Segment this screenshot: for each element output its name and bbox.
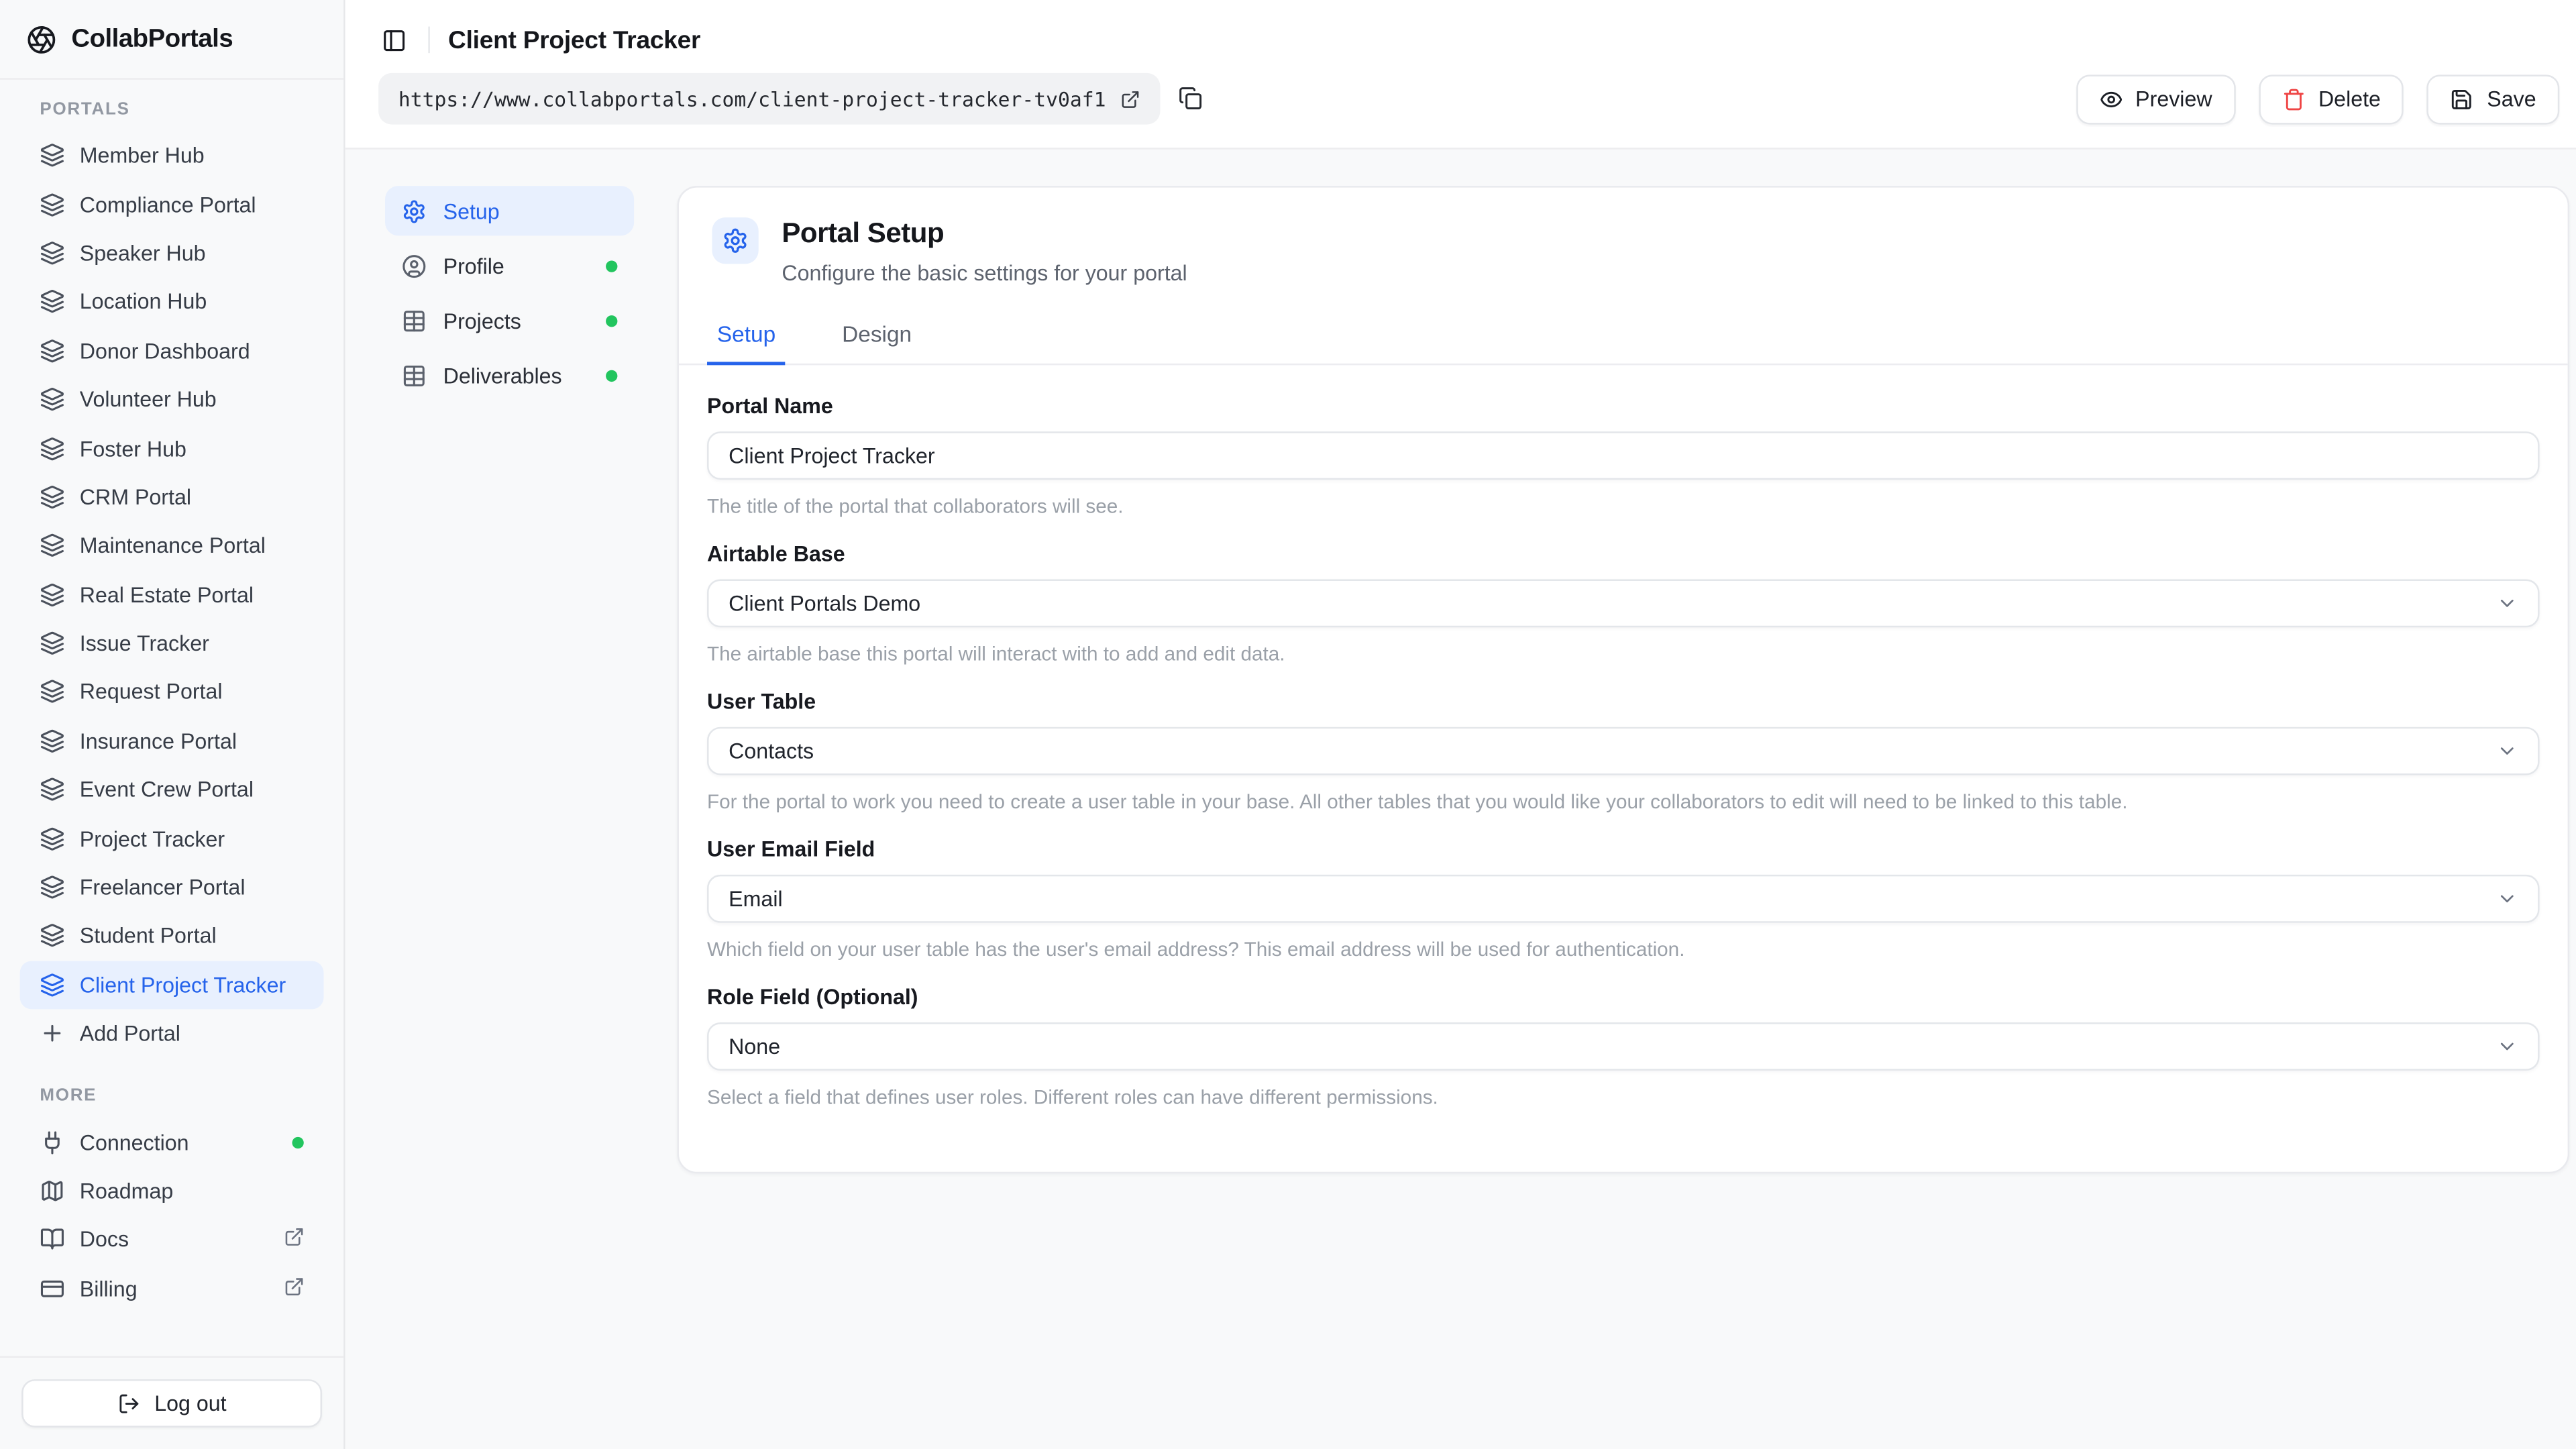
sidebar-item-portal[interactable] <box>20 326 324 375</box>
role-field-select[interactable] <box>707 1022 2540 1071</box>
form-field <box>707 393 2540 518</box>
tab-setup[interactable]: Setup <box>707 322 786 365</box>
sidebar-item-portal[interactable] <box>20 667 324 716</box>
deliverables-status-dot <box>606 370 617 381</box>
form-field <box>707 984 2540 1109</box>
copy-icon <box>1179 87 1203 111</box>
sidebar-item-portal[interactable] <box>20 375 324 424</box>
profile-status-dot <box>606 260 617 271</box>
portal-url: https://www.collabportals.com/client-project-tracker-tv0af1 <box>398 87 1106 111</box>
field-value: None <box>729 1034 781 1059</box>
portal-label: Compliance Portal <box>79 191 256 217</box>
portal-setup-card <box>677 186 2569 1173</box>
layers-icon <box>40 143 64 168</box>
logout-button[interactable] <box>21 1379 322 1428</box>
portals-section-label: PORTALS <box>40 99 130 120</box>
portal-label: Real Estate Portal <box>79 582 254 607</box>
nav-item-profile[interactable] <box>385 241 634 290</box>
layers-icon <box>40 192 64 217</box>
portal-label: Insurance Portal <box>79 728 237 753</box>
delete-label: Delete <box>2318 86 2381 111</box>
topbar <box>345 0 2576 150</box>
portal-label: Student Portal <box>79 923 217 949</box>
map-icon <box>40 1179 64 1203</box>
gear-icon <box>722 227 749 254</box>
gear-icon <box>402 199 427 223</box>
external-link-icon[interactable] <box>1121 89 1141 109</box>
portal-name-input[interactable] <box>707 431 2540 480</box>
panel-left-icon <box>382 28 407 52</box>
portal-label: Foster Hub <box>79 435 186 461</box>
tab-design[interactable]: Design <box>842 322 912 347</box>
plus-icon <box>40 1021 64 1046</box>
connection-status-dot <box>292 1136 303 1148</box>
sidebar-item-portal[interactable] <box>20 424 324 473</box>
app-logo <box>0 0 343 80</box>
table-icon <box>402 363 427 388</box>
portal-label: Member Hub <box>79 143 205 168</box>
portal-label: Event Crew Portal <box>79 777 254 802</box>
nav-projects-label: Projects <box>443 307 521 333</box>
sidebar-item-portal[interactable] <box>20 521 324 570</box>
more-section-label: MORE <box>40 1086 97 1106</box>
layers-icon <box>40 729 64 753</box>
portal-section-nav <box>385 186 634 400</box>
save-label: Save <box>2487 86 2536 111</box>
portal-label: Location Hub <box>79 289 207 315</box>
portal-list <box>0 131 343 1009</box>
sidebar-item-portal[interactable] <box>20 912 324 961</box>
page-title: Client Project Tracker <box>448 25 701 54</box>
chevron-down-icon <box>2496 741 2518 762</box>
sidebar-toggle-button[interactable] <box>378 24 410 56</box>
projects-status-dot <box>606 315 617 326</box>
sidebar-item-portal[interactable] <box>20 814 324 863</box>
sidebar-item-connection[interactable] <box>20 1118 324 1167</box>
portal-label: Project Tracker <box>79 826 225 851</box>
sidebar-footer <box>0 1356 343 1449</box>
external-link-icon <box>283 1276 304 1297</box>
layers-icon <box>40 582 64 607</box>
sidebar-item-portal[interactable] <box>20 716 324 765</box>
user-email-field-select[interactable] <box>707 875 2540 923</box>
sidebar-item-portal[interactable] <box>20 472 324 521</box>
sidebar-item-billing[interactable] <box>20 1264 324 1313</box>
card-subtitle: Configure the basic settings for your portal <box>782 260 1187 286</box>
layers-icon <box>40 289 64 314</box>
roadmap-label: Roadmap <box>79 1178 174 1203</box>
portal-setup-icon-tile <box>712 217 758 264</box>
layers-icon <box>40 484 64 509</box>
portal-label: Speaker Hub <box>79 240 206 266</box>
save-icon <box>2451 87 2474 111</box>
form-field <box>707 837 2540 961</box>
layers-icon <box>40 875 64 900</box>
preview-label: Preview <box>2135 86 2212 111</box>
sidebar-item-portal[interactable] <box>20 131 324 180</box>
setup-design-tabs <box>679 322 2568 365</box>
setup-form <box>679 365 2568 1171</box>
eye-icon <box>2099 87 2123 111</box>
portal-label: Client Project Tracker <box>79 972 286 998</box>
aperture-icon <box>27 24 57 54</box>
delete-button[interactable] <box>2259 74 2404 123</box>
logout-label: Log out <box>154 1391 227 1416</box>
portal-label: Freelancer Portal <box>79 875 246 900</box>
add-portal-label: Add Portal <box>79 1021 180 1046</box>
sidebar-item-portal[interactable] <box>20 278 324 327</box>
logout-icon <box>117 1392 140 1414</box>
field-value: Contacts <box>729 739 814 764</box>
portal-label: Maintenance Portal <box>79 533 266 559</box>
form-field <box>707 689 2540 814</box>
portal-label: Donor Dashboard <box>79 338 250 364</box>
field-label: Portal Name <box>707 393 833 419</box>
portal-label: Request Portal <box>79 680 223 705</box>
portal-label: Issue Tracker <box>79 631 209 656</box>
copy-url-button[interactable] <box>1175 83 1206 114</box>
app-name: CollabPortals <box>71 23 233 52</box>
field-value: Email <box>729 886 783 912</box>
layers-icon <box>40 826 64 851</box>
sidebar <box>0 0 345 1449</box>
sidebar-item-portal[interactable] <box>20 765 324 814</box>
sidebar-item-portal[interactable] <box>20 619 324 668</box>
layers-icon <box>40 680 64 704</box>
table-icon <box>402 308 427 333</box>
sidebar-item-roadmap[interactable] <box>20 1167 324 1216</box>
layers-icon <box>40 338 64 363</box>
field-value: Client Portals Demo <box>729 590 921 616</box>
portal-label: CRM Portal <box>79 484 192 510</box>
main-area <box>345 0 2576 1449</box>
airtable-base-select[interactable] <box>707 580 2540 628</box>
chevron-down-icon <box>2496 592 2518 614</box>
nav-item-setup[interactable] <box>385 186 634 235</box>
layers-icon <box>40 924 64 949</box>
plug-icon <box>40 1130 64 1155</box>
external-link-icon <box>283 1227 304 1248</box>
field-label: Airtable Base <box>707 541 845 566</box>
field-label: User Table <box>707 688 816 714</box>
content-area <box>345 150 2576 1449</box>
sidebar-item-portal[interactable] <box>20 229 324 278</box>
layers-icon <box>40 972 64 997</box>
field-help-text: For the portal to work you need to create a user table in your base. All other tables that you would like your collaborators to edit will need to be linked to this table. <box>707 790 2128 814</box>
nav-setup-label: Setup <box>443 198 500 223</box>
field-value: Client Project Tracker <box>729 443 935 468</box>
credit-card-icon <box>40 1276 64 1301</box>
field-label: Role Field (Optional) <box>707 984 918 1010</box>
add-portal-button[interactable] <box>20 1009 324 1058</box>
save-button[interactable] <box>2427 74 2559 123</box>
book-open-icon <box>40 1227 64 1252</box>
sidebar-item-portal[interactable] <box>20 180 324 229</box>
chevron-down-icon <box>2496 888 2518 910</box>
layers-icon <box>40 387 64 412</box>
card-title: Portal Setup <box>782 217 945 250</box>
layers-icon <box>40 533 64 558</box>
connection-label: Connection <box>79 1129 189 1155</box>
layers-icon <box>40 241 64 266</box>
field-help-text: Select a field that defines user roles. Different roles can have different permissions. <box>707 1085 1438 1109</box>
field-help-text: The title of the portal that collaborators will see. <box>707 494 1124 518</box>
sidebar-item-portal[interactable] <box>20 570 324 619</box>
billing-label: Billing <box>79 1276 138 1301</box>
portal-label: Volunteer Hub <box>79 386 217 412</box>
sidebar-scroll <box>0 80 343 1356</box>
portal-url-pill[interactable] <box>378 73 1161 125</box>
sidebar-item-portal[interactable] <box>20 961 324 1010</box>
nav-item-projects[interactable] <box>385 295 634 345</box>
layers-icon <box>40 631 64 655</box>
docs-label: Docs <box>79 1227 129 1252</box>
sidebar-item-portal[interactable] <box>20 863 324 912</box>
chevron-down-icon <box>2496 1036 2518 1057</box>
user-table-select[interactable] <box>707 727 2540 775</box>
field-label: User Email Field <box>707 837 875 862</box>
nav-deliverables-label: Deliverables <box>443 362 562 388</box>
layers-icon <box>40 777 64 802</box>
nav-profile-label: Profile <box>443 253 504 278</box>
field-help-text: The airtable base this portal will interact with to add and edit data. <box>707 642 1285 666</box>
field-help-text: Which field on your user table has the user's email address? This email address will be used for authentication. <box>707 937 1685 961</box>
trash-icon <box>2282 87 2306 111</box>
sidebar-item-docs[interactable] <box>20 1216 324 1265</box>
nav-item-deliverables[interactable] <box>385 350 634 400</box>
topbar-divider <box>428 27 429 54</box>
form-field <box>707 541 2540 666</box>
user-circle-icon <box>402 253 427 278</box>
preview-button[interactable] <box>2076 74 2235 123</box>
layers-icon <box>40 436 64 461</box>
